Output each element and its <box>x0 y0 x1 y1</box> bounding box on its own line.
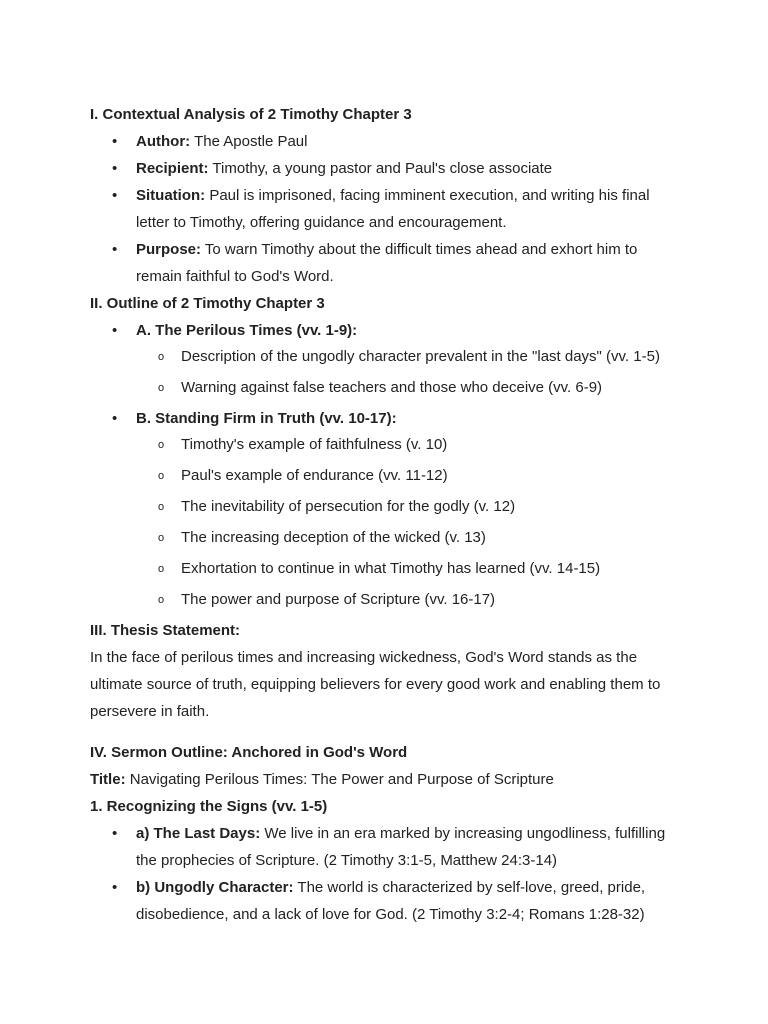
circle-bullet-icon: o <box>158 594 165 606</box>
list-item-ungodly-character <box>90 874 690 928</box>
sub-item-text: Timothy's example of faithfulness (v. 10) <box>181 436 448 453</box>
sub-item-text: The power and purpose of Scripture (vv. 16-17) <box>181 591 496 608</box>
thesis-paragraph-line: ultimate source of truth, equipping believers for every good work and enabling them to <box>90 676 661 693</box>
sub-list-item <box>90 553 690 584</box>
circle-bullet-icon: o <box>158 501 165 513</box>
bullet-icon: • <box>112 322 118 339</box>
item-text: The Apostle Paul <box>194 133 308 150</box>
sub-list-item <box>90 584 690 615</box>
list-item-situation <box>90 182 690 236</box>
thesis-paragraph-line: In the face of perilous times and increasing wickedness, God's Word stands as the <box>90 649 638 666</box>
list-item-purpose <box>90 236 690 290</box>
item-text: Paul is imprisoned, facing imminent execution, and writing his final <box>209 187 650 204</box>
title-label: Title: <box>90 771 126 788</box>
item-text-continued: letter to Timothy, offering guidance and encouragement. <box>136 214 507 231</box>
item-label: a) The Last Days: <box>136 825 261 842</box>
item-label: Situation: <box>136 187 206 204</box>
sub-item-text: Paul's example of endurance (vv. 11-12) <box>181 467 448 484</box>
item-text-continued: the prophecies of Scripture. (2 Timothy 3:1-5, Matthew 24:3-14) <box>136 852 558 869</box>
item-text: The world is characterized by self-love, greed, pride, <box>297 879 646 896</box>
sub-item-text: Exhortation to continue in what Timothy has learned (vv. 14-15) <box>181 560 601 577</box>
item-text: Timothy, a young pastor and Paul's close associate <box>212 160 553 177</box>
point-heading-recognizing-signs: 1. Recognizing the Signs (vv. 1-5) <box>90 798 328 815</box>
bullet-icon: • <box>112 187 118 204</box>
section-heading-contextual-analysis: I. Contextual Analysis of 2 Timothy Chapter 3 <box>90 106 412 123</box>
sub-list-item <box>90 429 690 460</box>
sub-list-item <box>90 372 690 403</box>
item-label: Recipient: <box>136 160 209 177</box>
list-item-recipient <box>90 155 690 182</box>
circle-bullet-icon: o <box>158 439 165 451</box>
bullet-icon: • <box>112 160 118 177</box>
circle-bullet-icon: o <box>158 470 165 482</box>
bullet-icon: • <box>112 879 118 896</box>
sub-item-text: Warning against false teachers and those who deceive (vv. 6-9) <box>181 379 603 396</box>
list-item-standing-firm <box>90 405 690 432</box>
thesis-paragraph-line: persevere in faith. <box>90 703 210 720</box>
sub-list-item <box>90 460 690 491</box>
sub-item-text: Description of the ungodly character prevalent in the "last days" (vv. 1-5) <box>181 348 660 365</box>
item-label: b) Ungodly Character: <box>136 879 294 896</box>
sub-item-text: The increasing deception of the wicked (v. 13) <box>181 529 486 546</box>
item-label: Author: <box>136 133 191 150</box>
list-item-perilous-times <box>90 317 690 344</box>
circle-bullet-icon: o <box>158 351 165 363</box>
bullet-icon: • <box>112 133 118 150</box>
item-text: To warn Timothy about the difficult times ahead and exhort him to <box>204 241 638 258</box>
sermon-title <box>90 766 690 793</box>
bullet-icon: • <box>112 825 118 842</box>
item-label: A. The Perilous Times (vv. 1-9): <box>136 322 358 339</box>
bullet-icon: • <box>112 410 118 427</box>
bullet-icon: • <box>112 241 118 258</box>
sub-list-perilous-times <box>90 341 690 403</box>
section-heading-sermon-outline: IV. Sermon Outline: Anchored in God's Word <box>90 744 408 761</box>
sub-list-item <box>90 341 690 372</box>
circle-bullet-icon: o <box>158 563 165 575</box>
item-text-continued: remain faithful to God's Word. <box>136 268 334 285</box>
sub-item-text: The inevitability of persecution for the godly (v. 12) <box>181 498 516 515</box>
item-text-continued: disobedience, and a lack of love for God. (2 Timothy 3:2-4; Romans 1:28-32) <box>136 906 645 923</box>
item-label: B. Standing Firm in Truth (vv. 10-17): <box>136 410 397 427</box>
circle-bullet-icon: o <box>158 382 165 394</box>
circle-bullet-icon: o <box>158 532 165 544</box>
list-item-author <box>90 128 690 155</box>
item-label: Purpose: <box>136 241 202 258</box>
document-page <box>90 101 690 928</box>
section-heading-thesis: III. Thesis Statement: <box>90 622 241 639</box>
title-text: Navigating Perilous Times: The Power and Purpose of Scripture <box>129 771 554 788</box>
item-text: We live in an era marked by increasing ungodliness, fulfilling <box>264 825 666 842</box>
sub-list-item <box>90 491 690 522</box>
section-heading-outline: II. Outline of 2 Timothy Chapter 3 <box>90 295 325 312</box>
list-item-last-days <box>90 820 690 874</box>
sub-list-standing-firm <box>90 429 690 615</box>
sub-list-item <box>90 522 690 553</box>
